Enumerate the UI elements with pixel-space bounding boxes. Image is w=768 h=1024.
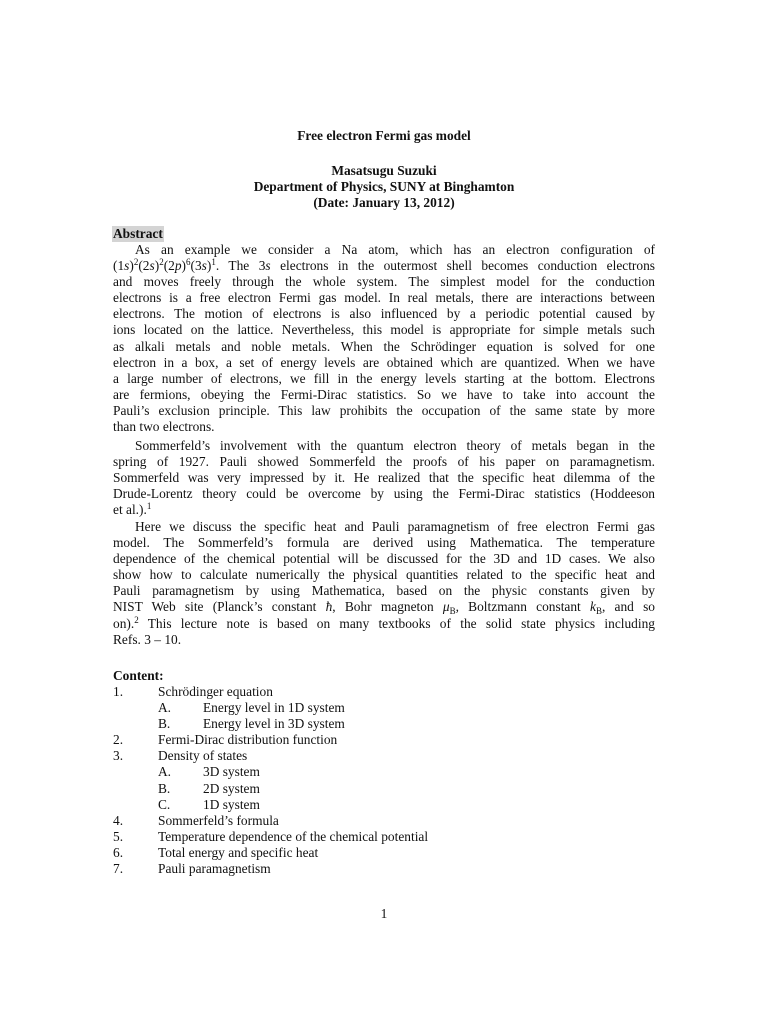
abstract-heading: Abstract <box>113 226 163 241</box>
text-line: and moves freely through the whole system. The simplest model for the conduction <box>113 274 655 290</box>
toc-item-1: 1. Schrödinger equation <box>113 684 273 699</box>
toc-subitem-1b: B. Energy level in 3D system <box>158 716 345 732</box>
toc-item-3: 3. Density of states <box>113 748 248 764</box>
toc-item-7: 7. Pauli paramagnetism <box>113 861 271 877</box>
toc-item-5: 5. Temperature dependence of the chemical potential <box>113 828 429 844</box>
text-line: as alkali metals and noble metals. When the Schrödinger equation is solved for one <box>113 338 655 354</box>
text-line: are fermions, obeying the Fermi-Dirac statistics. So we have to take into account the <box>113 386 655 402</box>
text-line: electrons. The motion of electrons is also influenced by a periodic potential caused by <box>113 306 655 322</box>
author-name: Masatsugu Suzuki <box>331 163 437 178</box>
table-of-contents <box>113 684 613 877</box>
toc-item-2: 2. Fermi-Dirac distribution function <box>113 732 338 748</box>
text-line: model. The Sommerfeld’s formula are derived using Mathematica. The temperature <box>113 535 655 551</box>
toc-subitem-3b: B. 2D system <box>158 780 260 796</box>
text-line: Sommerfeld was very impressed by it. He realized that the specific heat dilemma of the <box>113 470 655 486</box>
text-line: Drude-Lorentz theory could be overcome by using the Fermi-Dirac statistics (Hoddeeson <box>113 486 655 502</box>
text-line: Sommerfeld’s involvement with the quantum electron theory of metals began in the <box>135 438 655 453</box>
text-line: than two electrons. <box>113 419 215 435</box>
abstract-paragraph-2 <box>113 438 655 518</box>
text-line: Refs. 3 – 10. <box>113 631 182 647</box>
text-line-with-citation: et al.).$^1$ <box>113 501 152 518</box>
text-line: ions located on the lattice. Nevertheless, this model is appropriate for simple metals such <box>113 322 655 338</box>
toc-subitem-3c: C. 1D system <box>158 796 260 812</box>
text-line: As an example we consider a Na atom, which has an electron configuration of <box>135 242 655 257</box>
text-line: electrons is a free electron Fermi gas model. In real metals, there are interactions between <box>113 290 655 306</box>
text-line: show how to calculate numerically the physical quantities related to the specific heat and <box>113 567 655 583</box>
toc-item-6: 6. Total energy and specific heat <box>113 844 319 860</box>
citation-1: 1 <box>146 501 152 512</box>
text-line: a large number of electrons, we fill in the energy levels starting at the bottom. Electrons <box>113 370 655 386</box>
citation-2: 2 <box>134 614 139 625</box>
text-line: spring of 1927. Pauli showed Sommerfeld the proofs of his paper on paramagnetism. <box>113 454 655 470</box>
text-line-electron-config: $(1s)^2(2s)^2(2p)^6(3s)^1$. The 3s electrons in the outermost shell becomes conduction electrons <box>113 257 655 274</box>
toc-subitem-1a: A. Energy level in 1D system <box>158 700 345 716</box>
text-line: electron in a box, a set of energy levels are obtained which are quantized. When we have <box>113 354 655 370</box>
contents-heading: Content: <box>113 668 164 683</box>
affiliation: Department of Physics, SUNY at Binghamton <box>253 179 515 194</box>
text-line: Pauli paramagnetism by using Mathematica, based on the physic constants given by <box>113 583 655 599</box>
text-line-with-citation: on).$^2$ This lecture note is based on many textbooks of the solid state physics including <box>113 614 655 631</box>
abstract-paragraph-3 <box>113 519 655 648</box>
paper-date: (Date: January 13, 2012) <box>313 195 455 210</box>
paper-title: Free electron Fermi gas model <box>297 128 471 143</box>
toc-subitem-3a: A. 3D system <box>158 764 260 780</box>
text-line: Here we discuss the specific heat and Pauli paramagnetism of free electron Fermi gas <box>135 519 655 534</box>
text-line: Pauli’s exclusion principle. This law prohibits the occupation of the same state by more <box>113 402 655 418</box>
toc-item-4: 4. Sommerfeld’s formula <box>113 812 279 828</box>
text-line: dependence of the chemical potential will be discussed for the 3D and 1D cases. We also <box>113 551 655 567</box>
abstract-paragraph-1 <box>113 242 655 435</box>
page-number: 1 <box>380 906 388 921</box>
text-line-constants: NIST Web site (Planck’s constant ħ, Bohr magneton $\mu_B$, Boltzmann constant $k_B$, and so <box>113 599 655 617</box>
